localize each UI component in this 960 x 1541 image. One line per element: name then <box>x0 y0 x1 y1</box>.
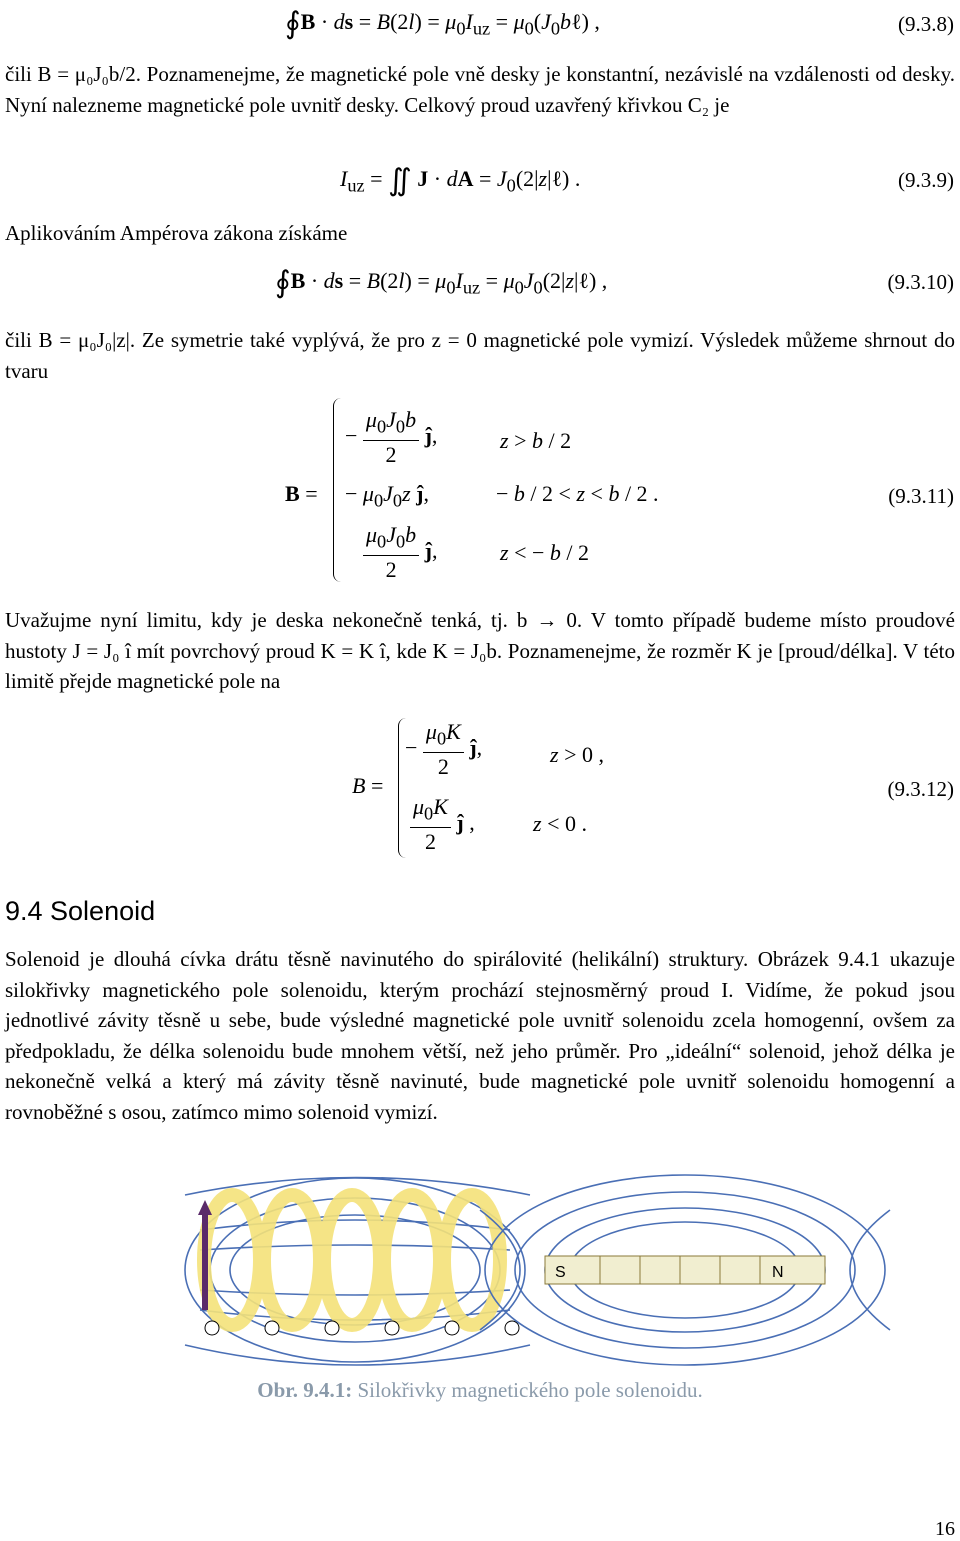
bar-magnet-diagram <box>480 1175 890 1365</box>
solenoid-figure <box>0 1170 960 1375</box>
paragraph: čili B = μ₀J₀|z|. Ze symetrie také vyplývá, že pro z = 0 magnetické pole vymizí. Výsledek můžeme shrnout do tvaru <box>5 328 955 383</box>
paragraph: Aplikováním Ampérova zákona získáme <box>5 221 348 245</box>
paragraph: Uvažujme nyní limitu, kdy je deska nekonečně tenká, tj. b → 0. V tomto případě budeme místo proudové hustoty J = J₀ î mít povrchový proud K = K î, kde K = J₀b. Poznamenejme, že rozměr K je [proud/délka]. V této limitě přejde magnetické pole na <box>5 608 955 693</box>
equation-9-3-10: ∮B · ds = $B(2l) = \mu_0I_{uz}$ = $\mu_0J_0(2|z|\ell)$ , <box>275 266 608 299</box>
page-number: 16 <box>935 1518 955 1540</box>
paragraph: čili B = μ₀J₀b/2. Poznamenejme, že magnetické pole vně desky je konstantní, nezávislé na vzdálenosti od desky. Nyní nalezneme magnetické pole uvnitř desky. Celkový proud uzavřený křivkou C₂ je <box>5 62 955 117</box>
section-heading: 9.4 Solenoid <box>5 896 156 926</box>
equation-number: (9.3.8) <box>898 12 954 36</box>
equation-number: (9.3.9) <box>898 168 954 192</box>
magnet-label-n: N <box>772 1264 784 1281</box>
figure-caption <box>0 1378 960 1403</box>
solenoid-coil-diagram <box>185 1178 530 1366</box>
equation-number: (9.3.12) <box>887 777 954 801</box>
equation-9-3-9: $I_{uz}$ = ∬ J · dA = $J_0(2|z|\ell)$ . <box>340 164 581 197</box>
paragraph: Solenoid je dlouhá cívka drátu těsně navinutého do spirálovité (helikální) struktury. Obrázek 9.4.1 ukazuje silokřivky magnetického pole solenoidu, kterým prochází stejnosměrný proud I. Vidíme, že pokud jsou jednotlivé závity těsně u sebe, bude výsledné magnetické pole uvnitř solenoidu zcela homogenní, ovšem za předpokladu, že délka solenoidu bude mnohem větší, než jeho průměr. Pro „ideální“ solenoid, jehož délka je nekonečně velká a který má závity těsně navinuté, bude magnetické pole uvnitř solenoidu homogenní a rovnoběžné s osou, zatímco mimo solenoid vymizí. <box>5 947 955 1124</box>
magnet-label-s: S <box>555 1264 566 1281</box>
equation-number: (9.3.10) <box>887 270 954 294</box>
equation-number: (9.3.11) <box>888 484 954 508</box>
equation-9-3-8: ∮B · ds = $B(2l) = \mu_0I_{uz}$ = $\mu_0(J_0b\ell)$ , <box>285 7 600 40</box>
caption-label: Obr. 9.4.1: <box>257 1378 353 1402</box>
caption-text: Silokřivky magnetického pole solenoidu. <box>352 1378 703 1402</box>
